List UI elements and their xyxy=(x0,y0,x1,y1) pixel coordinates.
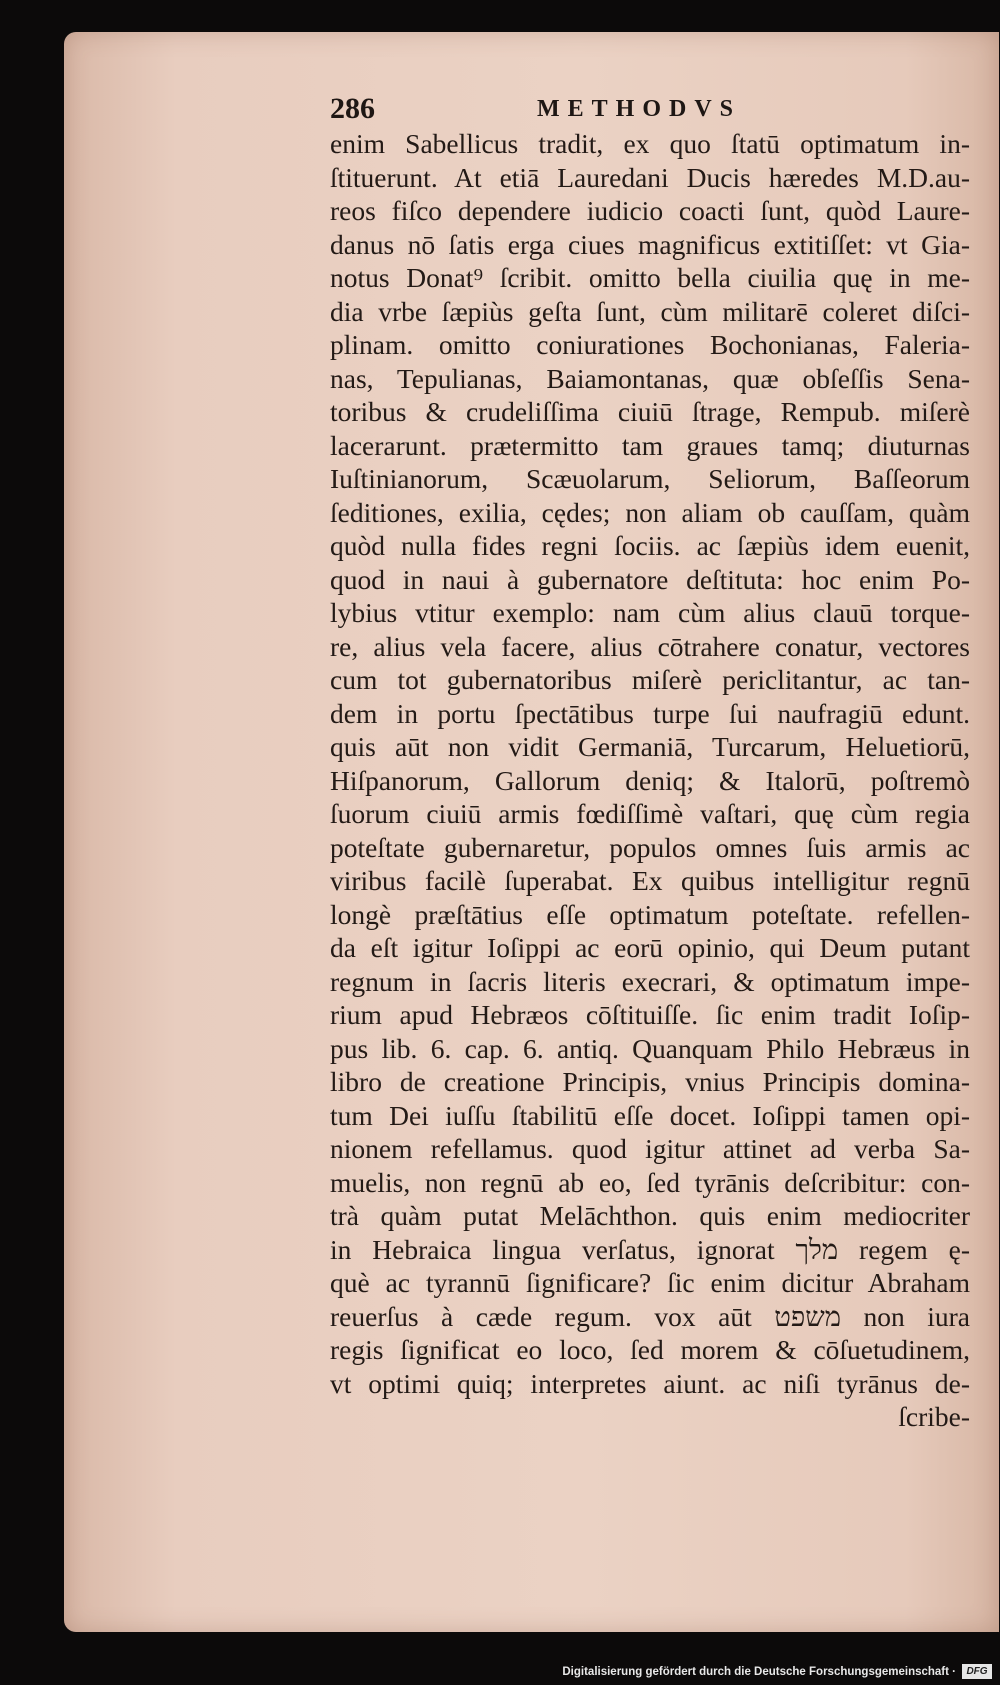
text-line: quis aūt non vidit Germaniā, Turcarum, Heluetiorū, xyxy=(330,731,970,762)
text-line: lacerarunt. prætermitto tam graues tamq; diuturnas xyxy=(330,429,970,461)
text-line: notus Donat⁹ ſcribit. omitto bella ciuilia quę in me- xyxy=(330,262,970,293)
text-line: reos fiſco dependere iudicio coacti ſunt, quòd Laure- xyxy=(330,195,970,226)
text-line: regis ſignificat eo loco, ſed morem & cōſuetudinem, xyxy=(330,1334,970,1365)
dfg-logo: DFG xyxy=(962,1664,992,1679)
text-line: ſtituerunt. At etiā Lauredani Ducis hæredes M.D.au- xyxy=(330,161,970,193)
text-line: lybius vtitur exemplo: nam cùm alius clauū torque- xyxy=(330,597,970,628)
text-line: nionem refellamus. quod igitur attinet ad verba Sa- xyxy=(330,1133,970,1164)
text-line: ſuorum ciuiū armis fœdiſſimè vaſtari, quę cùm regia xyxy=(330,798,970,829)
text-line: dem in portu ſpectātibus turpe ſui naufragiū edunt. xyxy=(330,697,970,729)
text-line: vt optimi quiq; interpretes aiunt. ac niſi tyrānus de- xyxy=(330,1367,970,1399)
text-line: da eſt igitur Ioſippi ac eorū opinio, qui Deum putant xyxy=(330,932,970,963)
text-line: quòd nulla fides regni ſociis. ac ſæpiùs idem euenit, xyxy=(330,530,970,561)
page-number: 286 xyxy=(330,92,375,125)
text-line: què ac tyrannū ſignificare? ſic enim dicitur Abraham xyxy=(330,1267,970,1298)
text-line: ſeditiones, exilia, cędes; non aliam ob cauſſam, quàm xyxy=(330,496,970,528)
text-line: pus lib. 6. cap. 6. antiq. Quanquam Philo Hebræus in xyxy=(330,1032,970,1064)
text-line: libro de creatione Principis, vnius Principis domina- xyxy=(330,1066,970,1097)
text-line: muelis, non regnū ab eo, ſed tyrānis deſcribitur: con- xyxy=(330,1166,970,1198)
text-line: quod in naui à gubernatore deſtituta: hoc enim Po- xyxy=(330,563,970,595)
text-line: ſcribe- xyxy=(898,1401,970,1432)
text-line: toribus & crudeliſſima ciuiū ſtrage, Rempub. miſerè xyxy=(330,396,970,427)
text-line: viribus facilè ſuperabat. Ex quibus intelligitur regnū xyxy=(330,865,970,896)
text-line: trà quàm putat Melāchthon. quis enim mediocriter xyxy=(330,1200,970,1231)
text-line: longè præſtātius eſſe optimatum poteſtate. refellen- xyxy=(330,898,970,930)
text-line: rium apud Hebræos cōſtituiſſe. ſic enim tradit Ioſip- xyxy=(330,999,970,1030)
text-line: cum tot gubernatoribus miſerè periclitantur, ac tan- xyxy=(330,664,970,695)
text-line: tum Dei iuſſu ſtabilitū eſſe docet. Ioſippi tamen opi- xyxy=(330,1099,970,1131)
text-line: enim Sabellicus tradit, ex quo ſtatū optimatum in- xyxy=(330,128,970,159)
body-text xyxy=(330,127,970,1434)
footer-credit: Digitalisierung gefördert durch die Deutsche Forschungsgemeinschaft · xyxy=(562,1666,956,1678)
text-line: regnum in ſacris literis execrari, & optimatum impe- xyxy=(330,965,970,997)
running-head: METHODVS xyxy=(537,96,742,122)
text-line: Hiſpanorum, Gallorum deniq; & Italorū, poſtremò xyxy=(330,764,970,796)
text-line: nas, Tepulianas, Baiamontanas, quæ obſeſſis Sena- xyxy=(330,362,970,394)
text-line: poteſtate gubernaretur, populos omnes ſuis armis ac xyxy=(330,831,970,863)
text-line: re, alius vela facere, alius cōtrahere conatur, vectores xyxy=(330,630,970,662)
text-line: dia vrbe ſæpiùs geſta ſunt, cùm militarē coleret diſci- xyxy=(330,295,970,327)
text-line: in Hebraica lingua verſatus, ignorat מלך regem ę- xyxy=(330,1233,970,1265)
text-line: Iuſtinianorum, Scæuolarum, Seliorum, Baſſeorum xyxy=(330,463,970,494)
text-line: reuerſus à cæde regum. vox aūt משפט non iura xyxy=(330,1300,970,1332)
text-line: plinam. omitto coniurationes Bochonianas, Faleria- xyxy=(330,329,970,360)
text-line: danus nō ſatis erga ciues magnificus extitiſſet: vt Gia- xyxy=(330,228,970,260)
page-header xyxy=(330,92,970,132)
